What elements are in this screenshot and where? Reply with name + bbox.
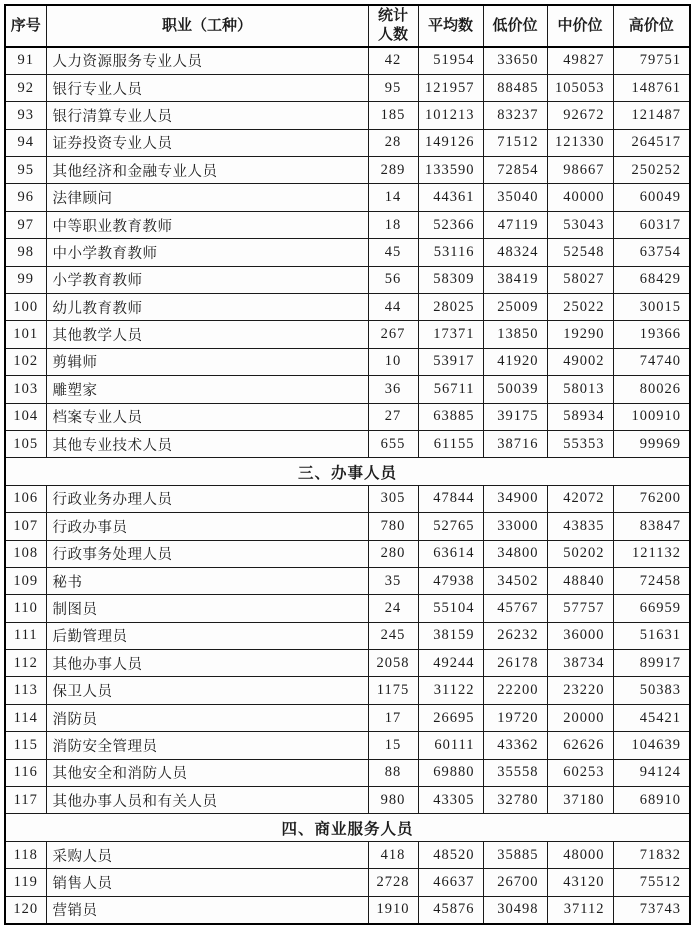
cell-low: 45767 <box>483 595 547 622</box>
cell-count: 35 <box>368 567 418 594</box>
table-row <box>5 430 690 457</box>
cell-count: 24 <box>368 595 418 622</box>
column-header-index: 序号 <box>5 5 46 47</box>
cell-count: 45 <box>368 239 418 266</box>
cell-average: 56711 <box>418 376 483 403</box>
cell-high: 30015 <box>613 294 690 321</box>
cell-index: 97 <box>5 211 46 238</box>
cell-low: 35040 <box>483 184 547 211</box>
cell-low: 34502 <box>483 567 547 594</box>
cell-average: 38159 <box>418 622 483 649</box>
cell-mid: 52548 <box>547 239 613 266</box>
cell-average: 26695 <box>418 704 483 731</box>
cell-low: 22200 <box>483 677 547 704</box>
cell-count: 10 <box>368 348 418 375</box>
cell-occupation: 其他专业技术人员 <box>46 430 368 457</box>
cell-count: 980 <box>368 787 418 814</box>
cell-index: 120 <box>5 896 46 923</box>
cell-index: 96 <box>5 184 46 211</box>
cell-occupation: 其他办事人员和有关人员 <box>46 787 368 814</box>
section-row <box>5 458 690 485</box>
cell-occupation: 行政事务处理人员 <box>46 540 368 567</box>
cell-index: 95 <box>5 157 46 184</box>
salary-table <box>4 4 691 925</box>
cell-high: 75512 <box>613 869 690 896</box>
table-row <box>5 704 690 731</box>
cell-average: 47938 <box>418 567 483 594</box>
cell-occupation: 银行专业人员 <box>46 74 368 101</box>
cell-count: 15 <box>368 732 418 759</box>
table-body <box>5 47 690 924</box>
cell-low: 41920 <box>483 348 547 375</box>
cell-high: 94124 <box>613 759 690 786</box>
table-row <box>5 896 690 923</box>
cell-occupation: 消防安全管理员 <box>46 732 368 759</box>
cell-index: 116 <box>5 759 46 786</box>
cell-high: 250252 <box>613 157 690 184</box>
cell-low: 26178 <box>483 650 547 677</box>
table-row <box>5 403 690 430</box>
cell-high: 89917 <box>613 650 690 677</box>
cell-high: 19366 <box>613 321 690 348</box>
cell-average: 47844 <box>418 485 483 512</box>
cell-occupation: 小学教育教师 <box>46 266 368 293</box>
cell-mid: 92672 <box>547 102 613 129</box>
cell-index: 94 <box>5 129 46 156</box>
table-row <box>5 376 690 403</box>
cell-count: 245 <box>368 622 418 649</box>
cell-occupation: 中等职业教育教师 <box>46 211 368 238</box>
cell-average: 149126 <box>418 129 483 156</box>
table-row <box>5 321 690 348</box>
column-header-occupation: 职业（工种） <box>46 5 368 47</box>
cell-low: 19720 <box>483 704 547 731</box>
column-header-high: 高价位 <box>613 5 690 47</box>
cell-occupation: 剪辑师 <box>46 348 368 375</box>
cell-count: 2058 <box>368 650 418 677</box>
section-title: 三、办事人员 <box>5 458 690 485</box>
cell-low: 25009 <box>483 294 547 321</box>
cell-count: 44 <box>368 294 418 321</box>
cell-count: 280 <box>368 540 418 567</box>
cell-count: 267 <box>368 321 418 348</box>
table-row <box>5 348 690 375</box>
cell-average: 63885 <box>418 403 483 430</box>
cell-average: 31122 <box>418 677 483 704</box>
table-row <box>5 787 690 814</box>
cell-count: 42 <box>368 47 418 74</box>
cell-average: 46637 <box>418 869 483 896</box>
table-row <box>5 157 690 184</box>
table-row <box>5 266 690 293</box>
table-row <box>5 211 690 238</box>
section-row <box>5 814 690 841</box>
cell-low: 88485 <box>483 74 547 101</box>
table-row <box>5 513 690 540</box>
cell-count: 185 <box>368 102 418 129</box>
cell-high: 60049 <box>613 184 690 211</box>
cell-count: 305 <box>368 485 418 512</box>
cell-high: 68910 <box>613 787 690 814</box>
table-row <box>5 239 690 266</box>
cell-low: 30498 <box>483 896 547 923</box>
table-row <box>5 102 690 129</box>
cell-average: 53917 <box>418 348 483 375</box>
cell-average: 61155 <box>418 430 483 457</box>
cell-occupation: 保卫人员 <box>46 677 368 704</box>
cell-count: 780 <box>368 513 418 540</box>
cell-index: 115 <box>5 732 46 759</box>
table-row <box>5 759 690 786</box>
cell-high: 45421 <box>613 704 690 731</box>
cell-low: 38716 <box>483 430 547 457</box>
table-row <box>5 622 690 649</box>
cell-count: 36 <box>368 376 418 403</box>
table-row <box>5 540 690 567</box>
cell-low: 35885 <box>483 841 547 868</box>
table-row <box>5 184 690 211</box>
cell-mid: 105053 <box>547 74 613 101</box>
cell-index: 92 <box>5 74 46 101</box>
cell-high: 83847 <box>613 513 690 540</box>
cell-index: 117 <box>5 787 46 814</box>
cell-low: 48324 <box>483 239 547 266</box>
cell-average: 43305 <box>418 787 483 814</box>
column-header-count: 统计人数 <box>368 5 418 47</box>
cell-average: 121957 <box>418 74 483 101</box>
cell-low: 47119 <box>483 211 547 238</box>
cell-high: 79751 <box>613 47 690 74</box>
cell-count: 14 <box>368 184 418 211</box>
cell-occupation: 采购人员 <box>46 841 368 868</box>
cell-high: 80026 <box>613 376 690 403</box>
cell-high: 72458 <box>613 567 690 594</box>
cell-mid: 37112 <box>547 896 613 923</box>
cell-occupation: 其他教学人员 <box>46 321 368 348</box>
cell-index: 111 <box>5 622 46 649</box>
table-row <box>5 74 690 101</box>
cell-mid: 48840 <box>547 567 613 594</box>
cell-low: 39175 <box>483 403 547 430</box>
cell-low: 33650 <box>483 47 547 74</box>
cell-average: 49244 <box>418 650 483 677</box>
cell-average: 55104 <box>418 595 483 622</box>
cell-average: 52366 <box>418 211 483 238</box>
cell-average: 52765 <box>418 513 483 540</box>
table-row <box>5 294 690 321</box>
cell-mid: 49002 <box>547 348 613 375</box>
cell-low: 13850 <box>483 321 547 348</box>
cell-mid: 98667 <box>547 157 613 184</box>
cell-occupation: 法律顾问 <box>46 184 368 211</box>
cell-average: 17371 <box>418 321 483 348</box>
cell-index: 119 <box>5 869 46 896</box>
table-row <box>5 129 690 156</box>
cell-average: 63614 <box>418 540 483 567</box>
cell-average: 45876 <box>418 896 483 923</box>
cell-mid: 58934 <box>547 403 613 430</box>
cell-average: 48520 <box>418 841 483 868</box>
cell-average: 101213 <box>418 102 483 129</box>
cell-mid: 55353 <box>547 430 613 457</box>
cell-mid: 20000 <box>547 704 613 731</box>
cell-occupation: 档案专业人员 <box>46 403 368 430</box>
cell-mid: 60253 <box>547 759 613 786</box>
cell-index: 118 <box>5 841 46 868</box>
cell-mid: 23220 <box>547 677 613 704</box>
cell-mid: 40000 <box>547 184 613 211</box>
cell-average: 60111 <box>418 732 483 759</box>
cell-index: 98 <box>5 239 46 266</box>
cell-occupation: 消防员 <box>46 704 368 731</box>
cell-occupation: 其他安全和消防人员 <box>46 759 368 786</box>
cell-occupation: 秘书 <box>46 567 368 594</box>
cell-low: 34900 <box>483 485 547 512</box>
cell-high: 148761 <box>613 74 690 101</box>
cell-low: 50039 <box>483 376 547 403</box>
cell-index: 104 <box>5 403 46 430</box>
table-row <box>5 869 690 896</box>
cell-high: 99969 <box>613 430 690 457</box>
cell-occupation: 其他经济和金融专业人员 <box>46 157 368 184</box>
cell-low: 71512 <box>483 129 547 156</box>
cell-count: 95 <box>368 74 418 101</box>
cell-index: 99 <box>5 266 46 293</box>
cell-occupation: 银行清算专业人员 <box>46 102 368 129</box>
cell-high: 264517 <box>613 129 690 156</box>
cell-count: 2728 <box>368 869 418 896</box>
column-header-average: 平均数 <box>418 5 483 47</box>
cell-mid: 57757 <box>547 595 613 622</box>
cell-high: 66959 <box>613 595 690 622</box>
cell-low: 34800 <box>483 540 547 567</box>
table-row <box>5 567 690 594</box>
cell-count: 28 <box>368 129 418 156</box>
cell-average: 51954 <box>418 47 483 74</box>
cell-index: 93 <box>5 102 46 129</box>
cell-high: 121487 <box>613 102 690 129</box>
cell-low: 38419 <box>483 266 547 293</box>
cell-high: 74740 <box>613 348 690 375</box>
cell-high: 104639 <box>613 732 690 759</box>
cell-high: 60317 <box>613 211 690 238</box>
cell-mid: 19290 <box>547 321 613 348</box>
cell-occupation: 雕塑家 <box>46 376 368 403</box>
cell-count: 27 <box>368 403 418 430</box>
cell-average: 28025 <box>418 294 483 321</box>
cell-index: 91 <box>5 47 46 74</box>
cell-low: 33000 <box>483 513 547 540</box>
cell-index: 102 <box>5 348 46 375</box>
cell-low: 26700 <box>483 869 547 896</box>
table-row <box>5 485 690 512</box>
cell-count: 88 <box>368 759 418 786</box>
cell-count: 418 <box>368 841 418 868</box>
column-header-mid: 中价位 <box>547 5 613 47</box>
cell-high: 76200 <box>613 485 690 512</box>
cell-index: 113 <box>5 677 46 704</box>
cell-high: 63754 <box>613 239 690 266</box>
table-row <box>5 595 690 622</box>
cell-index: 108 <box>5 540 46 567</box>
cell-occupation: 行政办事员 <box>46 513 368 540</box>
cell-occupation: 行政业务办理人员 <box>46 485 368 512</box>
cell-index: 106 <box>5 485 46 512</box>
cell-occupation: 其他办事人员 <box>46 650 368 677</box>
table-row <box>5 677 690 704</box>
cell-count: 18 <box>368 211 418 238</box>
cell-high: 121132 <box>613 540 690 567</box>
table-row <box>5 47 690 74</box>
cell-mid: 43835 <box>547 513 613 540</box>
cell-count: 17 <box>368 704 418 731</box>
cell-mid: 43120 <box>547 869 613 896</box>
cell-low: 35558 <box>483 759 547 786</box>
cell-mid: 58013 <box>547 376 613 403</box>
cell-count: 56 <box>368 266 418 293</box>
cell-index: 103 <box>5 376 46 403</box>
cell-high: 100910 <box>613 403 690 430</box>
cell-low: 72854 <box>483 157 547 184</box>
cell-index: 110 <box>5 595 46 622</box>
cell-high: 50383 <box>613 677 690 704</box>
header-row <box>5 5 690 47</box>
cell-average: 69880 <box>418 759 483 786</box>
cell-occupation: 销售人员 <box>46 869 368 896</box>
cell-average: 133590 <box>418 157 483 184</box>
cell-mid: 58027 <box>547 266 613 293</box>
cell-index: 114 <box>5 704 46 731</box>
cell-mid: 49827 <box>547 47 613 74</box>
cell-mid: 121330 <box>547 129 613 156</box>
table-row <box>5 841 690 868</box>
cell-occupation: 制图员 <box>46 595 368 622</box>
cell-index: 109 <box>5 567 46 594</box>
cell-mid: 50202 <box>547 540 613 567</box>
cell-low: 26232 <box>483 622 547 649</box>
cell-mid: 36000 <box>547 622 613 649</box>
cell-occupation: 人力资源服务专业人员 <box>46 47 368 74</box>
cell-high: 73743 <box>613 896 690 923</box>
cell-index: 101 <box>5 321 46 348</box>
cell-count: 1910 <box>368 896 418 923</box>
cell-occupation: 证券投资专业人员 <box>46 129 368 156</box>
cell-low: 32780 <box>483 787 547 814</box>
cell-index: 112 <box>5 650 46 677</box>
cell-average: 44361 <box>418 184 483 211</box>
cell-low: 83237 <box>483 102 547 129</box>
section-title: 四、商业服务人员 <box>5 814 690 841</box>
cell-mid: 62626 <box>547 732 613 759</box>
table-row <box>5 650 690 677</box>
cell-occupation: 后勤管理员 <box>46 622 368 649</box>
column-header-low: 低价位 <box>483 5 547 47</box>
cell-mid: 53043 <box>547 211 613 238</box>
cell-average: 58309 <box>418 266 483 293</box>
cell-high: 71832 <box>613 841 690 868</box>
cell-mid: 25022 <box>547 294 613 321</box>
cell-count: 1175 <box>368 677 418 704</box>
cell-mid: 37180 <box>547 787 613 814</box>
cell-occupation: 幼儿教育教师 <box>46 294 368 321</box>
table-header <box>5 5 690 47</box>
cell-count: 655 <box>368 430 418 457</box>
cell-occupation: 中小学教育教师 <box>46 239 368 266</box>
cell-low: 43362 <box>483 732 547 759</box>
cell-index: 107 <box>5 513 46 540</box>
cell-count: 289 <box>368 157 418 184</box>
cell-mid: 42072 <box>547 485 613 512</box>
cell-index: 100 <box>5 294 46 321</box>
cell-mid: 38734 <box>547 650 613 677</box>
cell-occupation: 营销员 <box>46 896 368 923</box>
cell-high: 68429 <box>613 266 690 293</box>
cell-average: 53116 <box>418 239 483 266</box>
table-row <box>5 732 690 759</box>
cell-index: 105 <box>5 430 46 457</box>
cell-mid: 48000 <box>547 841 613 868</box>
cell-high: 51631 <box>613 622 690 649</box>
